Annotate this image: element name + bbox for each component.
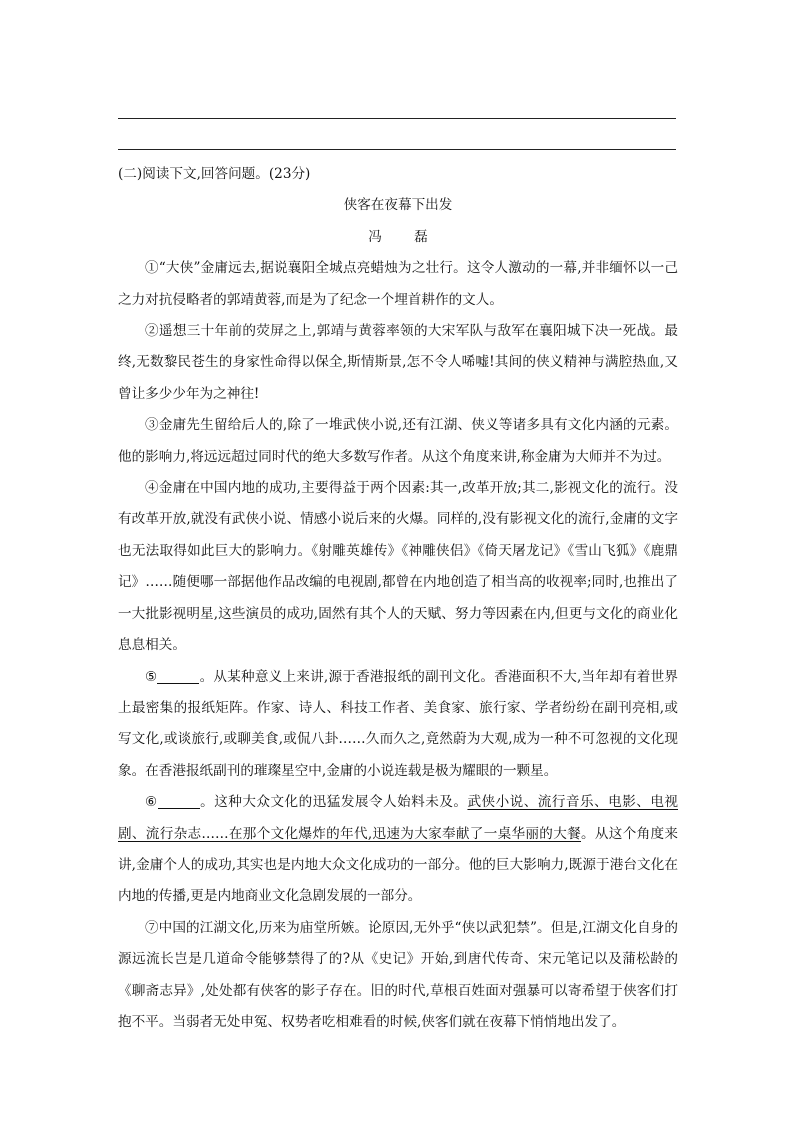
- article-author: 冯 磊: [368, 228, 442, 245]
- fill-blank-5[interactable]: [157, 667, 199, 684]
- paragraph-4: ④金庸在中国内地的成功,主要得益于两个因素:其一,改革开放;其二,影视文化的流行。没有改革开放,就没有武侠小说、情感小说后来的火爆。同样的,没有影视文化的流行,金庸的文字也无法取得如此巨大的影响力。《射雕英雄传》《神雕侠侣》《倚天屠龙记》《雪山飞狐》《鹿鼎记》……随便哪一部据他作品改编的电视剧,都曾在内地创造了相当高的收视率;同时,也推出了一大批影视明星,这些演员的成功,固然有其个人的天赋、努力等因素在内,但更与文化的商业化息息相关。: [118, 480, 678, 654]
- paragraph-6: [118, 787, 678, 913]
- answer-line-1: [118, 118, 676, 119]
- paragraph-2: ②遥想三十年前的荧屏之上,郭靖与黄蓉率领的大宋军队与敌军在襄阳城下决一死战。最终,无数黎民苍生的身家性命得以保全,斯情斯景,怎不令人唏嘘!其间的侠义精神与满腔热血,又曾让多少少年为之神往!: [118, 323, 678, 402]
- paragraph-5: [118, 662, 678, 788]
- paragraph-6-number: ⑥: [145, 794, 158, 811]
- underlined-sentence: 武侠小说、流行音乐、电影、电视剧、流行杂志……在那个文化爆炸的年代,迅速为大家奉献了一桌华丽的大餐: [118, 794, 679, 842]
- paragraph-3: ③金庸先生留给后人的,除了一堆武侠小说,还有江湖、侠义等诸多具有文化内涵的元素。他的影响力,将远远超过同时代的绝大多数写作者。从这个角度来讲,称金庸为大师并不为过。: [118, 417, 678, 465]
- reading-passage: [118, 159, 678, 1038]
- paragraph-6-text-a: 。这种大众文化的迅猛发展令人始料未及。: [199, 794, 468, 811]
- paragraph-6-text-b: 。从这个角度来讲,金庸个人的成功,其实也是内地大众文化成功的一部分。他的巨大影响力,既源于港台文化在内地的传播,更是内地商业文化急剧发展的一部分。: [118, 825, 678, 905]
- answer-line-2: [118, 149, 676, 150]
- fill-blank-6[interactable]: [158, 792, 200, 809]
- paragraph-1: ①“大侠”金庸远去,据说襄阳全城点亮蜡烛为之壮行。这令人激动的一幕,并非缅怀以一己之力对抗侵略者的郭靖黄蓉,而是为了纪念一个埋首耕作的文人。: [118, 260, 678, 308]
- paragraph-7: ⑦中国的江湖文化,历来为庙堂所嫉。论原因,无外乎“侠以武犯禁”。但是,江湖文化自身的源远流长岂是几道命令能够禁得了的?从《史记》开始,到唐代传奇、宋元笔记以及蒲松龄的《聊斋志异》,处处都有侠客的影子存在。旧的时代,草根百姓面对强暴可以寄希望于侠客们打抱不平。当弱者无处申冤、权势者吃相难看的时候,侠客们就在夜幕下悄悄地出发了。: [118, 919, 678, 1030]
- paragraph-5-number: ⑤: [145, 668, 158, 685]
- article-title: 侠客在夜幕下出发: [343, 197, 453, 214]
- paragraph-5-text: 。从某种意义上来讲,源于香港报纸的副刊文化。香港面积不大,当年却有着世界上最密集的报纸矩阵。作家、诗人、科技工作者、美食家、旅行家、学者纷纷在副刊亮相,或写文化,或谈旅行,或聊美食,或侃八卦……久而久之,竟然蔚为大观,成为一种不可忽视的文化现象。在香港报纸副刊的璀璨星空中,金庸的小说连载是极为耀眼的一颗星。: [118, 668, 679, 779]
- section-heading: (二)阅读下文,回答问题。(23分): [118, 166, 311, 182]
